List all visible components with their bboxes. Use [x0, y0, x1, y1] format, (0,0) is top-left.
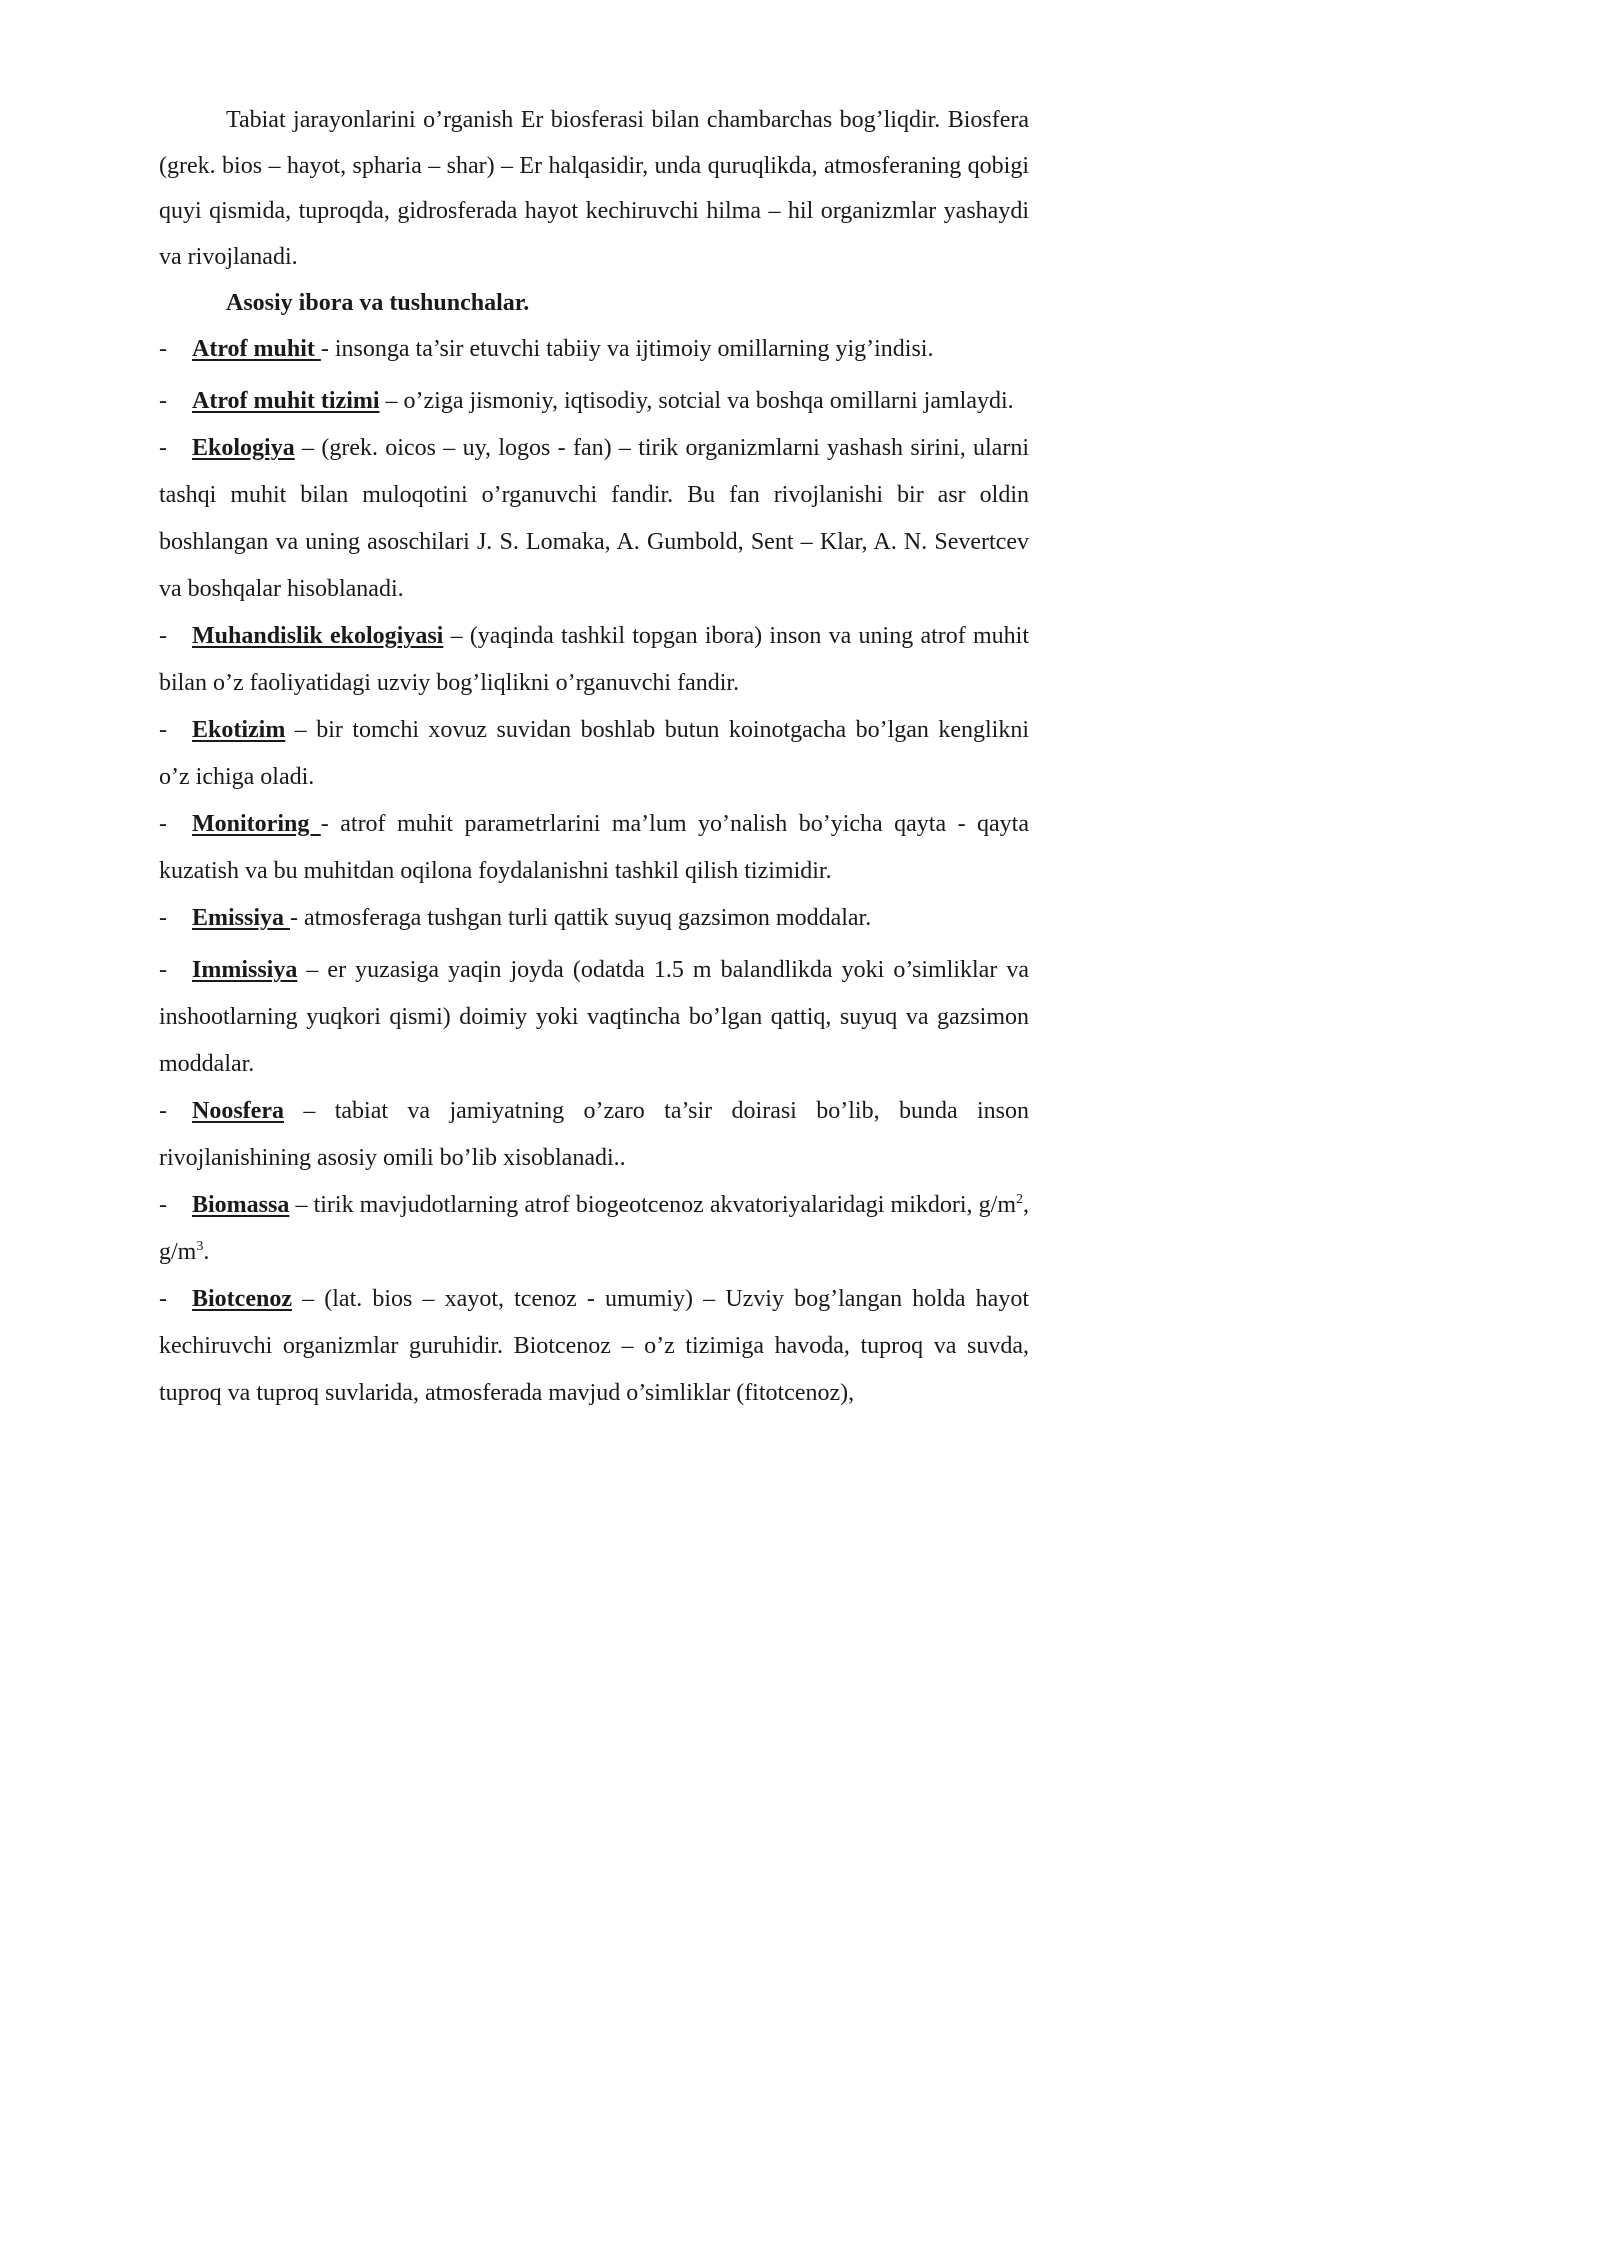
definition-item: [159, 1182, 1029, 1276]
intro-paragraph: Tabiat jarayonlarini o’rganish Er biosferasi bilan chambarchas bog’liqdir. Biosfera (grek. bios – hayot, spharia – shar) – Er halqasidir, unda quruqlikda, atmosferaning qobigi quyi qismida, tuproqda, gidrosferada hayot kechiruvchi hilma – hil organizmlar yashaydi va rivojlanadi.: [159, 107, 1029, 270]
term: Biotcenoz: [192, 1286, 292, 1312]
list-dash: -: [159, 336, 167, 362]
definition-text: - atmosferaga tushgan turli qattik suyuq gazsimon moddalar.: [290, 905, 872, 931]
list-dash: -: [159, 717, 167, 743]
term: Monitoring: [192, 811, 321, 837]
definition-item: [159, 801, 1029, 895]
definition-text: – tirik mavjudotlarning atrof biogeotcenoz akvatoriyalaridagi mikdori, g/m: [289, 1192, 1016, 1218]
definition-text: , g/m: [159, 1192, 1029, 1265]
superscript: 2: [1016, 1192, 1023, 1207]
term: Atrof muhit tizimi: [192, 388, 380, 414]
definition-item: [159, 1088, 1029, 1182]
definition-text: .: [203, 1239, 210, 1265]
definition-text: – (grek. oicos – uy, logos - fan) – tirik organizmlarni yashash sirini, ularni tashqi muhit bilan muloqotini o’rganuvchi fandir. Bu fan rivojlanishi bir asr oldin boshlangan va uning asoschilari J. S. Lomaka, A. Gumbold, Sent – Klar, A. N. Severtcev va boshqalar hisoblanadi.: [159, 435, 1029, 602]
list-dash: -: [159, 388, 167, 414]
definition-text: – (yaqinda tashkil topgan ibora) inson va uning atrof muhit bilan o’z faoliyatidagi uzviy bog’liqlikni o’rganuvchi fandir.: [159, 623, 1029, 696]
definition-item: [159, 326, 1029, 373]
definition-text: – o’ziga jismoniy, iqtisodiy, sotcial va boshqa omillarni jamlaydi.: [379, 388, 1014, 414]
definition-item: [159, 613, 1029, 707]
term: Ekotizim: [192, 717, 286, 743]
definition-item: [159, 947, 1029, 1088]
term: Biomassa: [192, 1192, 290, 1218]
list-dash: -: [159, 1098, 167, 1124]
definition-text: - insonga ta’sir etuvchi tabiiy va ijtimoiy omillarning yig’indisi.: [320, 336, 934, 362]
superscript: 3: [196, 1239, 204, 1254]
definition-item: [159, 425, 1029, 613]
list-dash: -: [159, 1286, 167, 1312]
section-heading: Asosiy ibora va tushunchalar.: [226, 290, 530, 316]
list-dash: -: [159, 435, 167, 461]
definition-item: [159, 707, 1029, 801]
definition-item: [159, 378, 1029, 425]
list-dash: -: [159, 905, 167, 931]
term: Noosfera: [192, 1098, 284, 1124]
definition-text: – tabiat va jamiyatning o’zaro ta’sir doirasi bo’lib, bunda inson rivojlanishining asosiy omili bo’lib xisoblanadi..: [159, 1098, 1029, 1171]
term: Ekologiya: [192, 435, 295, 461]
definition-text: - atrof muhit parametrlarini ma’lum yo’nalish bo’yicha qayta - qayta kuzatish va bu muhitdan oqilona foydalanishni tashkil qilish tizimidir.: [159, 811, 1030, 884]
term: Atrof muhit: [192, 336, 321, 362]
term: Immissiya: [192, 957, 298, 983]
definition-text: – bir tomchi xovuz suvidan boshlab butun koinotgacha bo’lgan kenglikni o’z ichiga oladi.: [159, 717, 1029, 790]
definition-text: – (lat. bios – xayot, tcenoz - umumiy) – Uzviy bog’langan holda hayot kechiruvchi organizmlar guruhidir. Biotcenoz – o’z tizimiga havoda, tuproq va suvda, tuproq va tuproq suvlarida, atmosferada mavjud o’simliklar (fitotcenoz),: [159, 1286, 1029, 1406]
list-dash: -: [159, 957, 167, 983]
document-page: [159, 98, 1029, 1417]
term: Emissiya: [192, 905, 291, 931]
definition-item: [159, 1276, 1029, 1417]
definition-text: – er yuzasiga yaqin joyda (odatda 1.5 m balandlikda yoki o’simliklar va inshootlarning yuqkori qismi) doimiy yoki vaqtincha bo’lgan qattiq, suyuq va gazsimon moddalar.: [159, 957, 1029, 1077]
list-dash: -: [159, 1192, 167, 1218]
definition-item: [159, 895, 1029, 942]
list-dash: -: [159, 623, 167, 649]
list-dash: -: [159, 811, 167, 837]
term: Muhandislik ekologiyasi: [192, 623, 444, 649]
